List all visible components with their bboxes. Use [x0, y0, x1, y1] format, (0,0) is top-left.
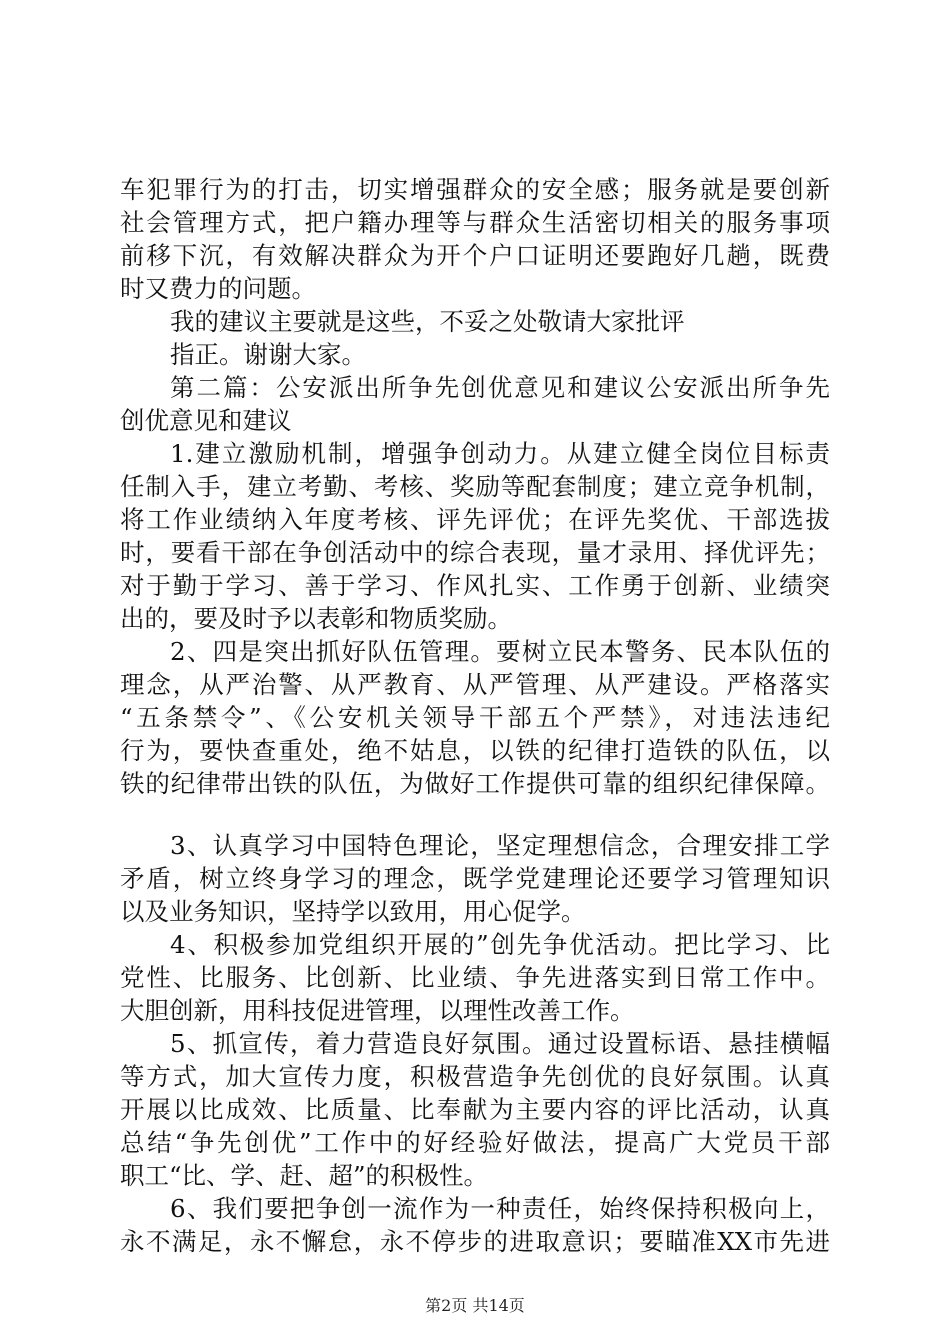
- body-line: 5、抓宣传，着力营造良好氛围。通过设置标语、悬挂横幅: [170, 1029, 830, 1058]
- body-line: 行为，要快查重处，绝不姑息，以铁的纪律打造铁的队伍，以: [120, 736, 830, 765]
- body-line: 2、四是突出抓好队伍管理。要树立民本警务、民本队伍的: [170, 637, 830, 666]
- body-line: 永不满足，永不懈怠，永不停步的进取意识；要瞄准XX市先进: [120, 1227, 830, 1256]
- section-heading: 创优意见和建议: [120, 406, 292, 435]
- body-line: 任制入手，建立考勤、考核、奖励等配套制度；建立竞争机制，: [120, 472, 830, 501]
- body-line: 理念，从严治警、从严教育、从严管理、从严建设。严格落实: [120, 670, 830, 699]
- body-line: 车犯罪行为的打击，切实增强群众的安全感；服务就是要创新: [120, 175, 830, 204]
- body-line: 等方式，加大宣传力度，积极营造争先创优的良好氛围。认真: [120, 1062, 830, 1091]
- body-line: “五条禁令”、《公安机关领导干部五个严禁》，对违法违纪: [120, 703, 830, 732]
- body-line: 以及业务知识，坚持学以致用，用心促学。: [120, 897, 586, 926]
- body-line: 时，要看干部在争创活动中的综合表现，量才录用、择优评先；: [120, 538, 830, 567]
- body-line: 社会管理方式，把户籍办理等与群众生活密切相关的服务事项: [120, 208, 830, 237]
- body-line: 总结“争先创优”工作中的好经验好做法，提高广大党员干部: [120, 1128, 830, 1157]
- body-line: 前移下沉，有效解决群众为开个户口证明还要跑好几趟，既费: [120, 241, 830, 270]
- body-line: 对于勤于学习、善于学习、作风扎实、工作勇于创新、业绩突: [120, 571, 830, 600]
- body-line: 4、积极参加党组织开展的”创先争优活动。把比学习、比: [170, 930, 830, 959]
- body-line: 我的建议主要就是这些，不妥之处敬请大家批评: [170, 307, 685, 336]
- body-line: 1.建立激励机制，增强争创动力。从建立健全岗位目标责: [170, 439, 830, 468]
- body-line: 指正。谢谢大家。: [170, 340, 366, 369]
- body-line: 党性、比服务、比创新、比业绩、争先进落实到日常工作中。: [120, 963, 830, 992]
- body-line: 职工“比、学、赶、超”的积极性。: [120, 1161, 489, 1190]
- body-line: 时又费力的问题。: [120, 274, 316, 303]
- page-footer: 第2页 共14页: [425, 1296, 525, 1315]
- section-heading: 第二篇：公安派出所争先创优意见和建议公安派出所争先: [170, 373, 830, 402]
- body-line: 6、我们要把争创一流作为一种责任，始终保持积极向上，: [170, 1194, 830, 1223]
- body-line: 大胆创新，用科技促进管理，以理性改善工作。: [120, 996, 635, 1025]
- body-line: 将工作业绩纳入年度考核、评先评优；在评先奖优、干部选拔: [120, 505, 830, 534]
- body-line: 铁的纪律带出铁的队伍，为做好工作提供可靠的组织纪律保障。: [120, 769, 830, 798]
- body-line: 矛盾，树立终身学习的理念，既学党建理论还要学习管理知识: [120, 864, 830, 893]
- body-line: 3、认真学习中国特色理论，坚定理想信念，合理安排工学: [170, 831, 830, 860]
- body-line: 出的，要及时予以表彰和物质奖励。: [120, 604, 512, 633]
- body-line: 开展以比成效、比质量、比奉献为主要内容的评比活动，认真: [120, 1095, 830, 1124]
